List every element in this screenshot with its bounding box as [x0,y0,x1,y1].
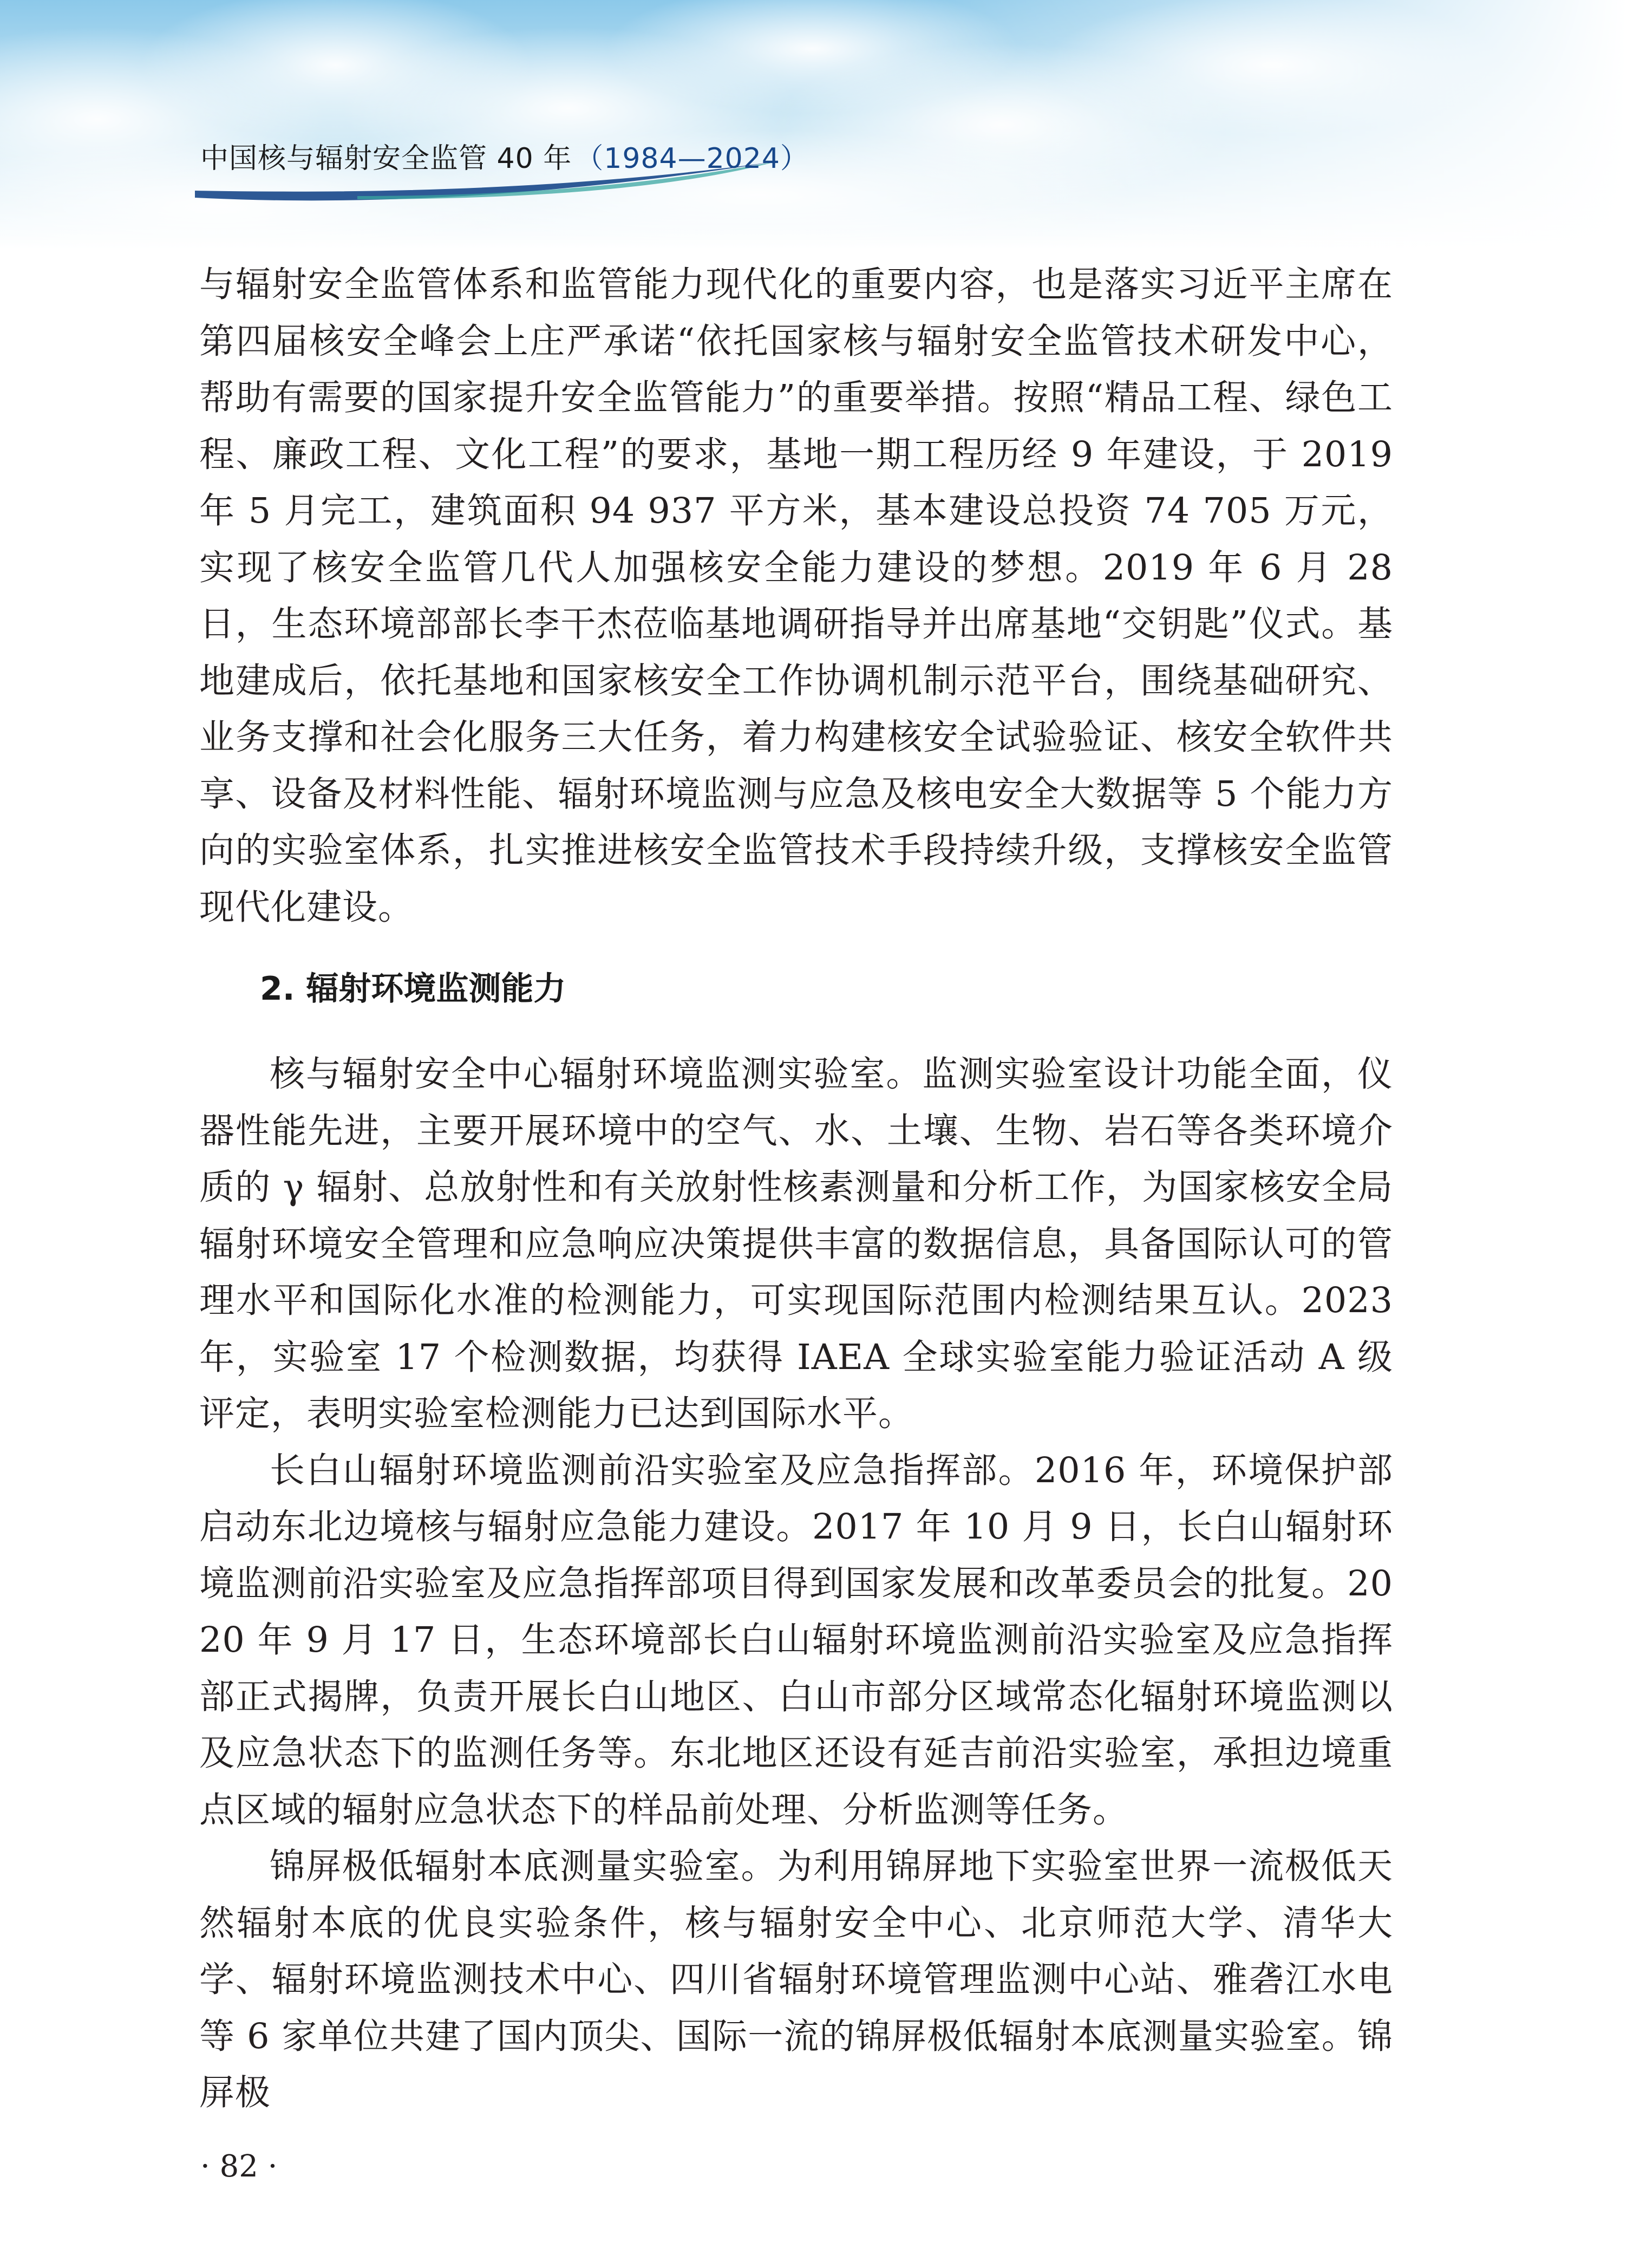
page-number: · 82 · [200,2149,278,2184]
paragraph-changbaishan-lab: 长白山辐射环境监测前沿实验室及应急指挥部。2016 年，环境保护部启动东北边境核与辐射应急能力建设。2017 年 10 月 9 日，长白山辐射环境监测前沿实验室及应急指挥部项目得到国家发展和改革委员会的批复。2020 年 9 月 17 日，生态环境部长白山辐射环境监测前沿实验室及应急指挥部正式揭牌，负责开展长白山地区、白山市部分区域常态化辐射环境监测以及应急状态下的监测任务等。东北地区还设有延吉前沿实验室，承担边境重点区域的辐射应急状态下的样品前处理、分析监测等任务。 [199,1450,1393,1830]
page-body [199,257,1393,2122]
paragraph-monitoring-lab: 核与辐射安全中心辐射环境监测实验室。监测实验室设计功能全面，仪器性能先进，主要开展环境中的空气、水、土壤、生物、岩石等各类环境介质的 γ 辐射、总放射性和有关放射性核素测量和分析工作，为国家核安全局辐射环境安全管理和应急响应决策提供丰富的数据信息，具备国际认可的管理水平和国际化水准的检测能力，可实现国际范围内检测结果互认。2023 年，实验室 17 个检测数据，均获得 IAEA 全球实验室能力验证活动 A 级评定，表明实验室检测能力已达到国际水平。 [199,1054,1393,1434]
header-book-title: 中国核与辐射安全监管 40 年 [200,142,572,175]
header-sky-background [0,0,1627,249]
paragraph-continued: 与辐射安全监管体系和监管能力现代化的重要内容，也是落实习近平主席在第四届核安全峰会上庄严承诺“依托国家核与辐射安全监管技术研发中心，帮助有需要的国家提升安全监管能力”的重要举措。按照“精品工程、绿色工程、廉政工程、文化工程”的要求，基地一期工程历经 9 年建设，于 2019 年 5 月完工，建筑面积 94 937 平方米，基本建设总投资 74 705 万元，实现了核安全监管几代人加强核安全能力建设的梦想。2019 年 6 月 28 日，生态环境部部长李干杰莅临基地调研指导并出席基地“交钥匙”仪式。基地建成后，依托基地和国家核安全工作协调机制示范平台，围绕基础研究、业务支撑和社会化服务三大任务，着力构建核安全试验验证、核安全软件共享、设备及材料性能、辐射环境监测与应急及核电安全大数据等 5 个能力方向的实验室体系，扎实推进核安全监管技术手段持续升级，支撑核安全监管现代化建设。 [199,264,1393,928]
paragraph-jinping-lab: 锦屏极低辐射本底测量实验室。为利用锦屏地下实验室世界一流极低天然辐射本底的优良实验条件，核与辐射安全中心、北京师范大学、清华大学、辐射环境监测技术中心、四川省辐射环境管理监测中心站、雅砻江水电等 6 家单位共建了国内顶尖、国际一流的锦屏极低辐射本底测量实验室。锦屏极 [199,1846,1393,2113]
running-header [200,135,809,176]
header-years: （1984—2024） [575,142,809,175]
section-heading: 2. 辐射环境监测能力 [260,970,566,1008]
